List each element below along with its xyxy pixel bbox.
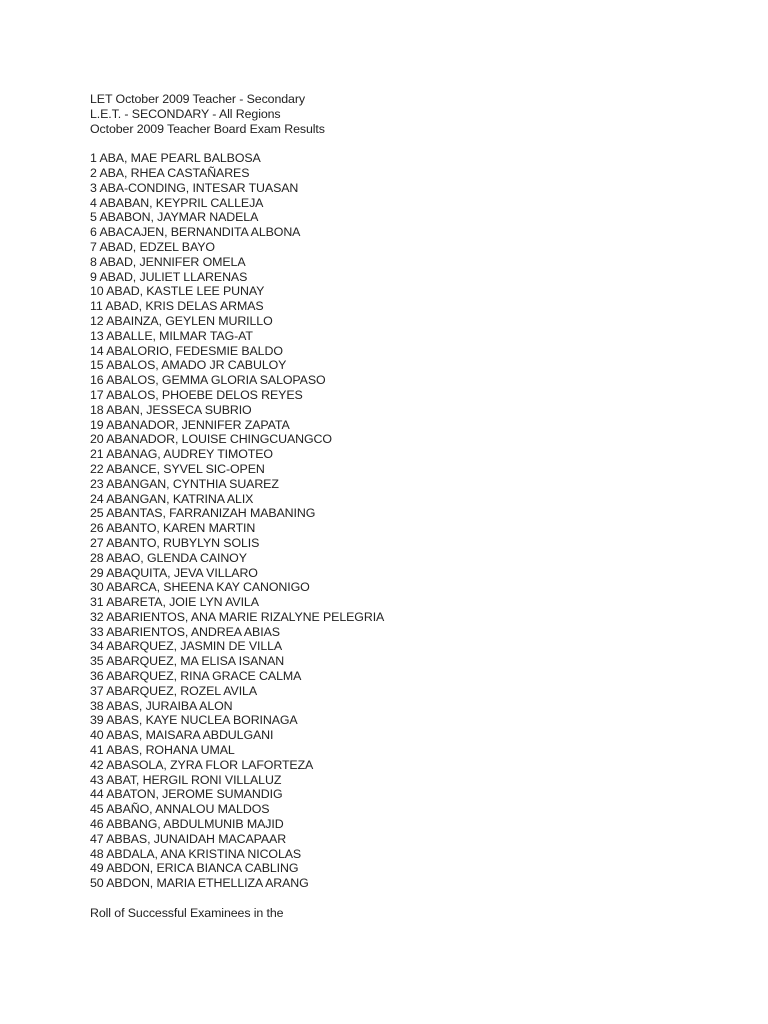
list-item: 45 ABAÑO, ANNALOU MALDOS <box>90 802 270 817</box>
examinee-list <box>90 151 730 891</box>
list-item: 40 ABAS, MAISARA ABDULGANI <box>90 728 274 743</box>
footer-text: Roll of Successful Examinees in the <box>90 905 284 920</box>
list-item: 19 ABANADOR, JENNIFER ZAPATA <box>90 417 290 432</box>
list-item: 46 ABBANG, ABDULMUNIB MAJID <box>90 817 284 832</box>
list-item: 32 ABARIENTOS, ANA MARIE RIZALYNE PELEGRIA <box>90 609 385 624</box>
list-item: 34 ABARQUEZ, JASMIN DE VILLA <box>90 639 283 654</box>
list-item: 14 ABALORIO, FEDESMIE BALDO <box>90 343 283 358</box>
list-item: 37 ABARQUEZ, ROZEL AVILA <box>90 683 258 698</box>
list-item: 2 ABA, RHEA CASTAÑARES <box>90 165 250 180</box>
list-item: 8 ABAD, JENNIFER OMELA <box>90 254 246 269</box>
list-item: 12 ABAINZA, GEYLEN MURILLO <box>90 313 273 328</box>
list-item: 38 ABAS, JURAIBA ALON <box>90 698 233 713</box>
list-item: 10 ABAD, KASTLE LEE PUNAY <box>90 284 265 299</box>
list-item: 22 ABANCE, SYVEL SIC-OPEN <box>90 461 265 476</box>
list-item: 35 ABARQUEZ, MA ELISA ISANAN <box>90 654 285 669</box>
list-item: 43 ABAT, HERGIL RONI VILLALUZ <box>90 772 282 787</box>
list-item: 11 ABAD, KRIS DELAS ARMAS <box>90 299 264 314</box>
list-item: 24 ABANGAN, KATRINA ALIX <box>90 491 254 506</box>
document-text <box>90 92 730 921</box>
list-item: 13 ABALLE, MILMAR TAG-AT <box>90 328 253 343</box>
list-item: 6 ABACAJEN, BERNANDITA ALBONA <box>90 225 301 240</box>
list-item: 48 ABDALA, ANA KRISTINA NICOLAS <box>90 846 302 861</box>
list-item: 1 ABA, MAE PEARL BALBOSA <box>90 151 261 166</box>
list-item: 29 ABAQUITA, JEVA VILLARO <box>90 565 258 580</box>
list-item: 36 ABARQUEZ, RINA GRACE CALMA <box>90 669 302 684</box>
header-subtitle: L.E.T. - SECONDARY - All Regions <box>90 106 281 121</box>
list-item: 49 ABDON, ERICA BIANCA CABLING <box>90 861 299 876</box>
list-item: 20 ABANADOR, LOUISE CHINGCUANGCO <box>90 432 332 447</box>
list-item: 25 ABANTAS, FARRANIZAH MABANING <box>90 506 316 521</box>
list-item: 16 ABALOS, GEMMA GLORIA SALOPASO <box>90 373 326 388</box>
spacer <box>90 891 730 906</box>
list-item: 28 ABAO, GLENDA CAINOY <box>90 550 247 565</box>
header-caption: October 2009 Teacher Board Exam Results <box>90 121 325 136</box>
list-item: 7 ABAD, EDZEL BAYO <box>90 239 215 254</box>
list-item: 42 ABASOLA, ZYRA FLOR LAFORTEZA <box>90 757 314 772</box>
list-item: 27 ABANTO, RUBYLYN SOLIS <box>90 535 260 550</box>
list-item: 3 ABA-CONDING, INTESAR TUASAN <box>90 180 299 195</box>
list-item: 44 ABATON, JEROME SUMANDIG <box>90 787 283 802</box>
list-item: 26 ABANTO, KAREN MARTIN <box>90 521 256 536</box>
list-item: 30 ABARCA, SHEENA KAY CANONIGO <box>90 580 310 595</box>
list-item: 39 ABAS, KAYE NUCLEA BORINAGA <box>90 713 298 728</box>
list-item: 9 ABAD, JULIET LLARENAS <box>90 269 248 284</box>
list-item: 15 ABALOS, AMADO JR CABULOY <box>90 358 287 373</box>
list-item: 5 ABABON, JAYMAR NADELA <box>90 210 259 225</box>
list-item: 47 ABBAS, JUNAIDAH MACAPAAR <box>90 831 287 846</box>
list-item: 33 ABARIENTOS, ANDREA ABIAS <box>90 624 280 639</box>
list-item: 23 ABANGAN, CYNTHIA SUAREZ <box>90 476 279 491</box>
list-item: 18 ABAN, JESSECA SUBRIO <box>90 402 252 417</box>
list-item: 41 ABAS, ROHANA UMAL <box>90 743 235 758</box>
list-item: 4 ABABAN, KEYPRIL CALLEJA <box>90 195 264 210</box>
header-title: LET October 2009 Teacher - Secondary <box>90 92 305 106</box>
list-item: 21 ABANAG, AUDREY TIMOTEO <box>90 447 273 462</box>
list-item: 31 ABARETA, JOIE LYN AVILA <box>90 595 259 610</box>
list-item: 50 ABDON, MARIA ETHELLIZA ARANG <box>90 876 309 891</box>
spacer <box>90 136 730 151</box>
list-item: 17 ABALOS, PHOEBE DELOS REYES <box>90 387 303 402</box>
